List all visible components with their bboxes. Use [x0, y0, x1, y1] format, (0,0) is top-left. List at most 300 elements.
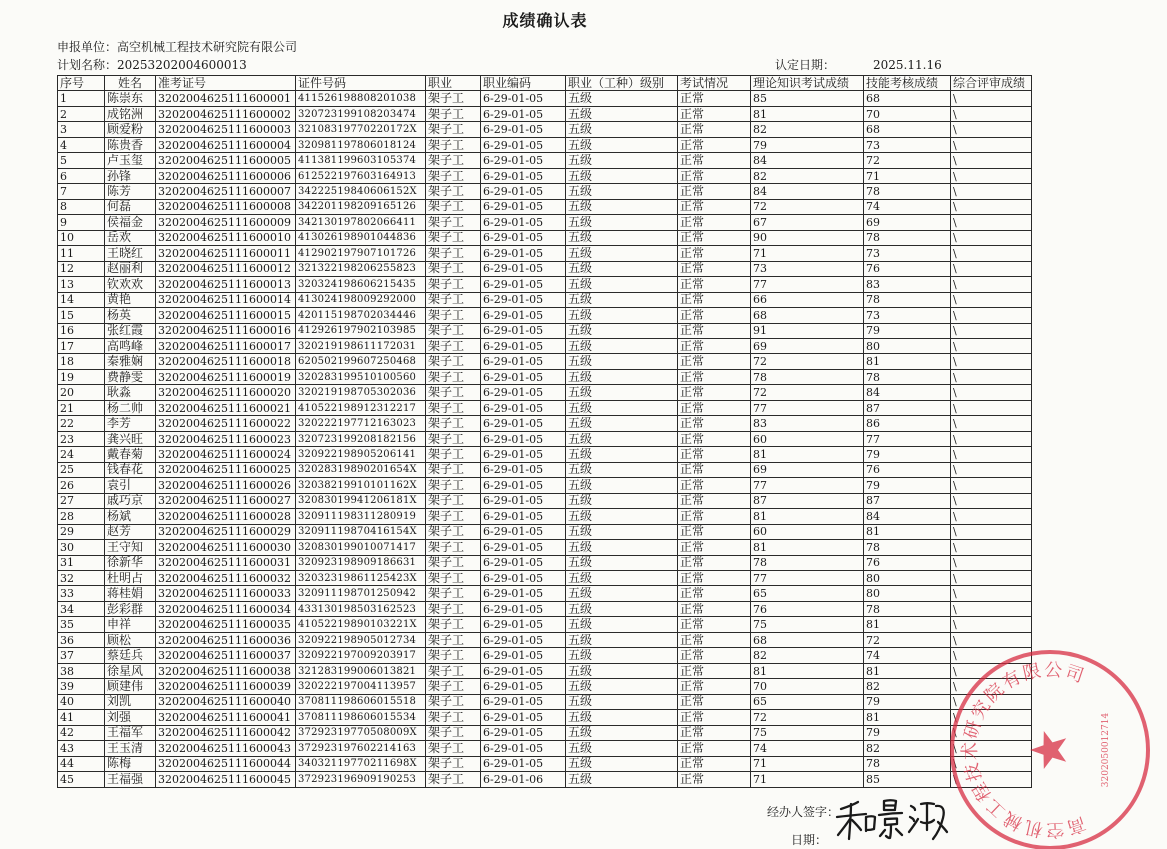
cell-exam-status: 正常: [678, 246, 751, 261]
cell-theory-score: 72: [751, 354, 864, 369]
cell-exam-number: 3202004625111600045: [156, 772, 296, 787]
cell-name: 赵丽利: [105, 261, 156, 276]
cell-exam-number: 3202004625111600040: [156, 694, 296, 709]
cell-occupation-code: 6-29-01-05: [481, 354, 566, 369]
cell-exam-status: 正常: [678, 586, 751, 601]
cell-occupation: 架子工: [426, 540, 481, 555]
header-exam-status: 考试情况: [678, 76, 751, 91]
table-row: [58, 772, 1032, 787]
cell-id-number: 411381199603105374: [296, 153, 426, 168]
cell-level: 五级: [566, 137, 678, 152]
cell-skill-score: 79: [864, 447, 951, 462]
cell-occupation-code: 6-29-01-05: [481, 741, 566, 756]
cell-skill-score: 79: [864, 478, 951, 493]
cell-no: 19: [58, 369, 105, 384]
cell-occupation: 架子工: [426, 462, 481, 477]
cell-occupation: 架子工: [426, 617, 481, 632]
cell-occupation: 架子工: [426, 369, 481, 384]
table-row: [58, 91, 1032, 106]
cell-exam-number: 3202004625111600023: [156, 431, 296, 446]
table-body: [58, 91, 1032, 787]
cell-exam-status: 正常: [678, 184, 751, 199]
header-theory-score: 理论知识考试成绩: [751, 76, 864, 91]
cell-exam-number: 3202004625111600034: [156, 601, 296, 616]
cell-exam-number: 3202004625111600003: [156, 122, 296, 137]
cell-id-number: 321283199006013821: [296, 663, 426, 678]
cell-review-score: \: [951, 369, 1032, 384]
cell-exam-number: 3202004625111600042: [156, 725, 296, 740]
cell-name: 顾爱粉: [105, 122, 156, 137]
table-row: [58, 741, 1032, 756]
cell-level: 五级: [566, 261, 678, 276]
cell-theory-score: 77: [751, 571, 864, 586]
cell-name: 王玉清: [105, 741, 156, 756]
cell-skill-score: 87: [864, 493, 951, 508]
cell-level: 五级: [566, 277, 678, 292]
cell-exam-number: 3202004625111600036: [156, 632, 296, 647]
table-row: [58, 710, 1032, 725]
cell-level: 五级: [566, 168, 678, 183]
cell-theory-score: 69: [751, 338, 864, 353]
cell-skill-score: 81: [864, 617, 951, 632]
cell-no: 5: [58, 153, 105, 168]
cell-exam-status: 正常: [678, 416, 751, 431]
cell-no: 39: [58, 679, 105, 694]
cell-occupation-code: 6-29-01-05: [481, 462, 566, 477]
cell-level: 五级: [566, 416, 678, 431]
cell-no: 37: [58, 648, 105, 663]
cell-theory-score: 81: [751, 509, 864, 524]
cell-occupation-code: 6-29-01-05: [481, 246, 566, 261]
cell-theory-score: 84: [751, 184, 864, 199]
cell-level: 五级: [566, 540, 678, 555]
cell-occupation-code: 6-29-01-05: [481, 199, 566, 214]
cell-level: 五级: [566, 106, 678, 121]
plan-name-label: 计划名称：: [57, 58, 118, 72]
cell-exam-status: 正常: [678, 292, 751, 307]
header-skill-score: 技能考核成绩: [864, 76, 951, 91]
cell-theory-score: 76: [751, 601, 864, 616]
cell-review-score: \: [951, 385, 1032, 400]
applicant-unit: [57, 40, 297, 54]
cell-level: 五级: [566, 215, 678, 230]
cell-occupation-code: 6-29-01-05: [481, 400, 566, 415]
cell-name: 申祥: [105, 617, 156, 632]
cell-review-score: \: [951, 571, 1032, 586]
cell-review-score: \: [951, 741, 1032, 756]
cell-name: 陈芳: [105, 184, 156, 199]
cell-occupation-code: 6-29-01-05: [481, 663, 566, 678]
seal-text: [960, 660, 1088, 841]
cell-skill-score: 76: [864, 261, 951, 276]
cell-theory-score: 68: [751, 632, 864, 647]
cell-no: 10: [58, 230, 105, 245]
cell-no: 40: [58, 694, 105, 709]
cell-name: 彭彩群: [105, 601, 156, 616]
cell-review-score: \: [951, 106, 1032, 121]
cell-exam-number: 3202004625111600011: [156, 246, 296, 261]
cell-occupation: 架子工: [426, 184, 481, 199]
cell-occupation-code: 6-29-01-05: [481, 385, 566, 400]
cell-exam-status: 正常: [678, 447, 751, 462]
cell-id-number: 372923196909190253: [296, 772, 426, 787]
cell-review-score: \: [951, 277, 1032, 292]
cell-level: 五级: [566, 199, 678, 214]
cell-id-number: 320922198905206141: [296, 447, 426, 462]
table-row: [58, 555, 1032, 570]
cell-review-score: \: [951, 292, 1032, 307]
cell-review-score: \: [951, 431, 1032, 446]
cell-id-number: 320911198701250942: [296, 586, 426, 601]
cell-review-score: \: [951, 354, 1032, 369]
cell-occupation-code: 6-29-01-05: [481, 106, 566, 121]
cell-name: 徐星风: [105, 663, 156, 678]
table-row: [58, 571, 1032, 586]
cell-id-number: 433130198503162523: [296, 601, 426, 616]
cell-review-score: \: [951, 462, 1032, 477]
plan-name-value: 20253202004600013: [117, 58, 247, 72]
cell-occupation: 架子工: [426, 122, 481, 137]
cell-review-score: \: [951, 215, 1032, 230]
cell-exam-number: 3202004625111600027: [156, 493, 296, 508]
cell-no: 25: [58, 462, 105, 477]
cell-occupation: 架子工: [426, 571, 481, 586]
cell-name: 徐新华: [105, 555, 156, 570]
cell-id-number: 32028319890201654X: [296, 462, 426, 477]
cell-no: 24: [58, 447, 105, 462]
cell-theory-score: 84: [751, 153, 864, 168]
cell-skill-score: 70: [864, 106, 951, 121]
cell-review-score: \: [951, 416, 1032, 431]
cell-skill-score: 84: [864, 509, 951, 524]
cell-exam-status: 正常: [678, 385, 751, 400]
cell-theory-score: 78: [751, 555, 864, 570]
table-row: [58, 632, 1032, 647]
footer-date-label: 日期：: [791, 833, 828, 847]
cell-no: 43: [58, 741, 105, 756]
cell-id-number: 320981197806018124: [296, 137, 426, 152]
cell-name: 刘凯: [105, 694, 156, 709]
certification-date-value: 2025.11.16: [873, 58, 942, 72]
cell-occupation: 架子工: [426, 694, 481, 709]
cell-theory-score: 90: [751, 230, 864, 245]
table-row: [58, 153, 1032, 168]
cell-theory-score: 72: [751, 710, 864, 725]
table-row: [58, 663, 1032, 678]
cell-no: 30: [58, 540, 105, 555]
cell-skill-score: 86: [864, 416, 951, 431]
cell-exam-number: 3202004625111600025: [156, 462, 296, 477]
table-row: [58, 122, 1032, 137]
cell-review-score: \: [951, 555, 1032, 570]
cell-skill-score: 87: [864, 400, 951, 415]
cell-exam-status: 正常: [678, 431, 751, 446]
cell-no: 3: [58, 122, 105, 137]
cell-occupation: 架子工: [426, 756, 481, 771]
cell-occupation: 架子工: [426, 601, 481, 616]
cell-name: 成铭洲: [105, 106, 156, 121]
cell-id-number: 320922198905012734: [296, 632, 426, 647]
cell-skill-score: 78: [864, 601, 951, 616]
cell-name: 秦雅娴: [105, 354, 156, 369]
cell-theory-score: 72: [751, 385, 864, 400]
table-row: [58, 184, 1032, 199]
cell-level: 五级: [566, 354, 678, 369]
cell-exam-number: 3202004625111600028: [156, 509, 296, 524]
table-row: [58, 292, 1032, 307]
cell-level: 五级: [566, 509, 678, 524]
cell-occupation-code: 6-29-01-05: [481, 586, 566, 601]
cell-theory-score: 78: [751, 369, 864, 384]
cell-review-score: \: [951, 261, 1032, 276]
cell-occupation: 架子工: [426, 277, 481, 292]
cell-theory-score: 81: [751, 663, 864, 678]
cell-skill-score: 74: [864, 648, 951, 663]
cell-theory-score: 82: [751, 122, 864, 137]
cell-skill-score: 81: [864, 710, 951, 725]
cell-exam-status: 正常: [678, 772, 751, 787]
cell-occupation-code: 6-29-01-05: [481, 338, 566, 353]
cell-review-score: \: [951, 91, 1032, 106]
cell-id-number: 320219198705302036: [296, 385, 426, 400]
cell-theory-score: 66: [751, 292, 864, 307]
cell-id-number: 412926197902103985: [296, 323, 426, 338]
cell-exam-status: 正常: [678, 756, 751, 771]
cell-skill-score: 84: [864, 385, 951, 400]
cell-exam-status: 正常: [678, 462, 751, 477]
cell-no: 1: [58, 91, 105, 106]
cell-id-number: 32091119870416154X: [296, 524, 426, 539]
cell-occupation-code: 6-29-01-05: [481, 137, 566, 152]
cell-exam-number: 3202004625111600029: [156, 524, 296, 539]
cell-exam-status: 正常: [678, 199, 751, 214]
cell-exam-number: 3202004625111600021: [156, 400, 296, 415]
cell-name: 王守知: [105, 540, 156, 555]
cell-name: 王晓红: [105, 246, 156, 261]
cell-name: 赵芳: [105, 524, 156, 539]
cell-name: 侯福金: [105, 215, 156, 230]
cell-review-score: \: [951, 122, 1032, 137]
header-row: [58, 76, 1032, 91]
cell-name: 孙锋: [105, 168, 156, 183]
cell-occupation: 架子工: [426, 385, 481, 400]
cell-review-score: \: [951, 478, 1032, 493]
cell-occupation-code: 6-29-01-05: [481, 230, 566, 245]
cell-id-number: 32038219910101162X: [296, 478, 426, 493]
cell-theory-score: 83: [751, 416, 864, 431]
table-row: [58, 431, 1032, 446]
table-row: [58, 354, 1032, 369]
cell-no: 31: [58, 555, 105, 570]
cell-occupation-code: 6-29-01-05: [481, 277, 566, 292]
cell-level: 五级: [566, 292, 678, 307]
cell-review-score: \: [951, 586, 1032, 601]
cell-occupation: 架子工: [426, 632, 481, 647]
cell-exam-status: 正常: [678, 323, 751, 338]
header-occupation-code: 职业编码: [481, 76, 566, 91]
cell-no: 16: [58, 323, 105, 338]
cell-skill-score: 78: [864, 756, 951, 771]
applicant-unit-value: 高空机械工程技术研究院有限公司: [117, 40, 298, 54]
cell-review-score: \: [951, 137, 1032, 152]
cell-exam-status: 正常: [678, 617, 751, 632]
header-no: 序号: [58, 76, 105, 91]
cell-occupation: 架子工: [426, 663, 481, 678]
cell-exam-number: 3202004625111600043: [156, 741, 296, 756]
cell-review-score: \: [951, 199, 1032, 214]
cell-id-number: 411526198808201038: [296, 91, 426, 106]
cell-level: 五级: [566, 601, 678, 616]
cell-no: 7: [58, 184, 105, 199]
cell-id-number: 320922197009203917: [296, 648, 426, 663]
table-row: [58, 106, 1032, 121]
cell-level: 五级: [566, 308, 678, 323]
cell-no: 29: [58, 524, 105, 539]
cell-skill-score: 73: [864, 137, 951, 152]
cell-no: 23: [58, 431, 105, 446]
header-level: 职业（工种）级别: [566, 76, 678, 91]
cell-theory-score: 70: [751, 679, 864, 694]
cell-theory-score: 60: [751, 524, 864, 539]
cell-exam-number: 3202004625111600020: [156, 385, 296, 400]
cell-level: 五级: [566, 184, 678, 199]
cell-review-score: \: [951, 246, 1032, 261]
cell-exam-status: 正常: [678, 91, 751, 106]
cell-skill-score: 71: [864, 168, 951, 183]
cell-review-score: \: [951, 509, 1032, 524]
cell-exam-status: 正常: [678, 153, 751, 168]
cell-id-number: 413026198901044836: [296, 230, 426, 245]
table-row: [58, 601, 1032, 616]
table-row: [58, 230, 1032, 245]
cell-occupation-code: 6-29-01-06: [481, 772, 566, 787]
cell-occupation-code: 6-29-01-05: [481, 493, 566, 508]
table-row: [58, 462, 1032, 477]
cell-no: 21: [58, 400, 105, 415]
table-row: [58, 725, 1032, 740]
cell-exam-number: 3202004625111600033: [156, 586, 296, 601]
cell-exam-status: 正常: [678, 261, 751, 276]
table-row: [58, 447, 1032, 462]
cell-occupation-code: 6-29-01-05: [481, 168, 566, 183]
cell-skill-score: 82: [864, 741, 951, 756]
cell-no: 41: [58, 710, 105, 725]
cell-occupation-code: 6-29-01-05: [481, 694, 566, 709]
cell-name: 顾松: [105, 632, 156, 647]
cell-id-number: 320222197004113957: [296, 679, 426, 694]
cell-name: 陈梅: [105, 756, 156, 771]
cell-name: 顾建伟: [105, 679, 156, 694]
cell-occupation: 架子工: [426, 153, 481, 168]
table-row: [58, 617, 1032, 632]
cell-level: 五级: [566, 400, 678, 415]
cell-exam-status: 正常: [678, 338, 751, 353]
cell-no: 45: [58, 772, 105, 787]
cell-review-score: \: [951, 663, 1032, 678]
cell-name: 刘强: [105, 710, 156, 725]
cell-exam-number: 3202004625111600032: [156, 571, 296, 586]
cell-exam-number: 3202004625111600016: [156, 323, 296, 338]
cell-id-number: 320923198909186631: [296, 555, 426, 570]
cell-exam-status: 正常: [678, 400, 751, 415]
cell-review-score: \: [951, 725, 1032, 740]
cell-occupation: 架子工: [426, 431, 481, 446]
cell-exam-number: 3202004625111600015: [156, 308, 296, 323]
cell-occupation: 架子工: [426, 416, 481, 431]
cell-review-score: \: [951, 153, 1032, 168]
cell-name: 高鸣峰: [105, 338, 156, 353]
cell-exam-number: 3202004625111600044: [156, 756, 296, 771]
cell-exam-number: 3202004625111600030: [156, 540, 296, 555]
cell-skill-score: 78: [864, 184, 951, 199]
cell-theory-score: 71: [751, 772, 864, 787]
cell-no: 15: [58, 308, 105, 323]
cell-level: 五级: [566, 648, 678, 663]
table-row: [58, 323, 1032, 338]
cell-exam-number: 3202004625111600024: [156, 447, 296, 462]
cell-skill-score: 80: [864, 586, 951, 601]
cell-no: 2: [58, 106, 105, 121]
table-row: [58, 478, 1032, 493]
cell-exam-number: 3202004625111600014: [156, 292, 296, 307]
cell-skill-score: 82: [864, 679, 951, 694]
cell-exam-number: 3202004625111600009: [156, 215, 296, 230]
table-row: [58, 215, 1032, 230]
cell-exam-status: 正常: [678, 540, 751, 555]
cell-exam-number: 3202004625111600019: [156, 369, 296, 384]
cell-occupation: 架子工: [426, 137, 481, 152]
cell-exam-status: 正常: [678, 710, 751, 725]
cell-name: 卢玉玺: [105, 153, 156, 168]
cell-id-number: 342130197802066411: [296, 215, 426, 230]
cell-exam-number: 3202004625111600002: [156, 106, 296, 121]
cell-id-number: 612522197603164913: [296, 168, 426, 183]
certification-date-label: 认定日期：: [775, 58, 836, 72]
cell-occupation-code: 6-29-01-05: [481, 571, 566, 586]
cell-exam-number: 3202004625111600012: [156, 261, 296, 276]
cell-id-number: 413024198009292000: [296, 292, 426, 307]
cell-theory-score: 67: [751, 215, 864, 230]
cell-exam-number: 3202004625111600026: [156, 478, 296, 493]
cell-occupation-code: 6-29-01-05: [481, 756, 566, 771]
cell-exam-number: 3202004625111600008: [156, 199, 296, 214]
header-occupation: 职业: [426, 76, 481, 91]
table-row: [58, 524, 1032, 539]
cell-name: 戴春菊: [105, 447, 156, 462]
cell-no: 11: [58, 246, 105, 261]
plan-name: [57, 58, 247, 72]
cell-exam-status: 正常: [678, 354, 751, 369]
cell-review-score: \: [951, 756, 1032, 771]
cell-exam-number: 3202004625111600022: [156, 416, 296, 431]
cell-skill-score: 78: [864, 540, 951, 555]
cell-name: 蒋桂娟: [105, 586, 156, 601]
cell-theory-score: 82: [751, 168, 864, 183]
cell-name: 李芳: [105, 416, 156, 431]
cell-occupation-code: 6-29-01-05: [481, 261, 566, 276]
cell-id-number: 342201198209165126: [296, 199, 426, 214]
cell-id-number: 32083019941206181X: [296, 493, 426, 508]
cell-skill-score: 73: [864, 308, 951, 323]
handler-signature-label: 经办人签字：: [767, 805, 840, 819]
cell-level: 五级: [566, 679, 678, 694]
cell-review-score: \: [951, 447, 1032, 462]
cell-id-number: 410522198912312217: [296, 400, 426, 415]
cell-exam-status: 正常: [678, 106, 751, 121]
cell-id-number: 320324198606215435: [296, 277, 426, 292]
cell-level: 五级: [566, 586, 678, 601]
cell-name: 杨斌: [105, 509, 156, 524]
